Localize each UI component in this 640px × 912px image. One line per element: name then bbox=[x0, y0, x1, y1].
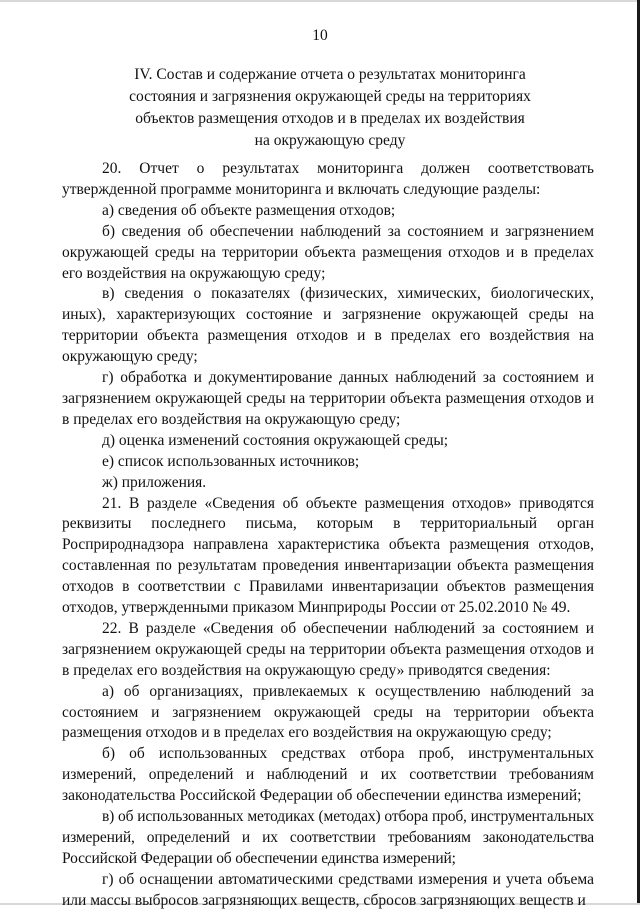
subitem-g: г) обработка и документирование данных наблюдений за состоянием и загрязнением окружающей среды на территории объекта размещения отходов и в пределах его воздействия на окружающую среду; bbox=[62, 369, 594, 428]
section-title-line: состояния и загрязнения окружающей среды на территориях bbox=[129, 88, 531, 105]
section-title-line: IV. Состав и содержание отчета о результатах мониторинга bbox=[134, 66, 526, 83]
subitem-a: а) об организациях, привлекаемых к осуществлению наблюдений за состоянием и загрязнением окружающей среды на территории объекта размещения отходов и в пределах его воздействия на окружающую среду; bbox=[62, 682, 594, 742]
paragraph-item-22: 22. В разделе «Сведения об обеспечении наблюдений за состоянием и загрязнением окружающей среды на территории объекта размещения отходов и в пределах его воздействия на окружающую среду» приводятся сведения: bbox=[62, 619, 594, 679]
document-body bbox=[62, 159, 594, 912]
scan-edge-top bbox=[0, 0, 640, 2]
section-title bbox=[100, 64, 560, 152]
subitem-e: е) список использованных источников; bbox=[102, 452, 360, 470]
subitem-v: в) сведения о показателях (физических, химических, биологических, иных), характеризующих состояние и загрязнение окружающей среды на территории объекта размещения отходов и в пределах его воздействия на окружающую среду; bbox=[62, 285, 594, 366]
subitem-v: в) об использованных методиках (методах) отбора проб, инструментальных измерений, определений и их соответствии требованиям законодательства Российской Федерации об обеспечении единства измерений; bbox=[62, 808, 594, 867]
paragraph-item-20: 20. Отчет о результатах мониторинга должен соответствовать утвержденной программе мониторинга и включать следующие разделы: bbox=[62, 160, 594, 198]
paragraph-item-21: 21. В разделе «Сведения об объекте размещения отходов» приводятся реквизиты последнего письма, которым в территориальный орган Росприроднадзора направлена характеристика объекта размещения отходов, составленная по результатам проведения инвентаризации объекта размещения отходов в соответствии с Правилами инвентаризации объектов размещения отходов, утвержденными приказом Минприроды России от 25.02.2010 № 49. bbox=[62, 494, 594, 617]
subitem-d: д) оценка изменений состояния окружающей среды; bbox=[102, 431, 449, 449]
section-title-line: объектов размещения отходов и в пределах их воздействия bbox=[135, 110, 525, 127]
subitem-b: б) об использованных средствах отбора проб, инструментальных измерений, определений и наблюдений и их соответствии требованиям законодательства Российской Федерации об обеспечении единства измерений; bbox=[62, 745, 594, 805]
section-title-line: на окружающую среду bbox=[254, 132, 406, 149]
subitem-g: г) об оснащении автоматическими средствами измерения и учета объема или массы выбросов загрязняющих веществ, сбросов загрязняющих веществ и bbox=[62, 870, 594, 909]
page-number: 10 bbox=[312, 27, 328, 44]
subitem-a: а) сведения об объекте размещения отходов; bbox=[102, 201, 396, 219]
subitem-b: б) сведения об обеспечении наблюдений за состоянием и загрязнением окружающей среды на территории объекта размещения отходов и в пределах его воздействия на окружающую среду; bbox=[62, 222, 594, 282]
subitem-zh: ж) приложения. bbox=[102, 473, 207, 491]
